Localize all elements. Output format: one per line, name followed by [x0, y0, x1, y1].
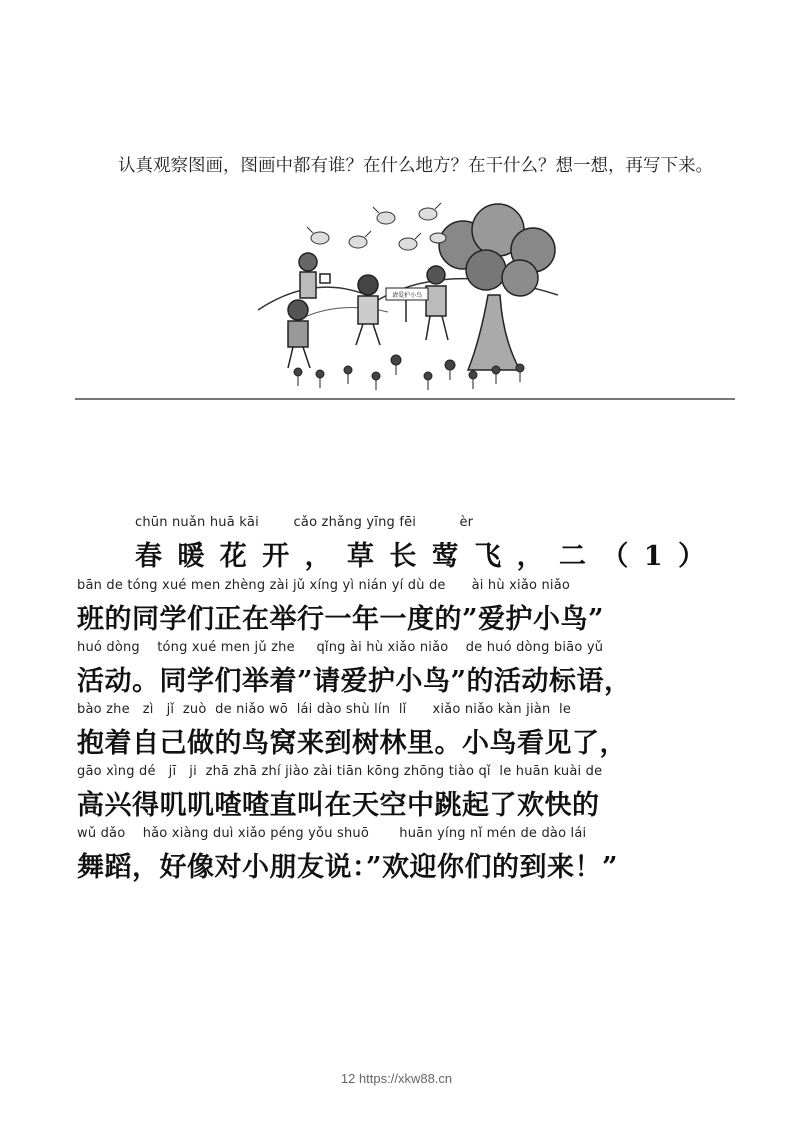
hanzi-line: 舞蹈，好像对小朋友说：”欢迎你们的到来！” [77, 852, 619, 883]
tree-icon [439, 204, 555, 370]
pinyin-line: wǔ dǎo hǎo xiàng duì xiǎo péng yǒu shuō huān yíng nǐ mén de dào lái [77, 826, 587, 841]
sign-text: 请爱护小鸟 [391, 292, 423, 299]
hanzi-line: 抱着自己做的鸟窝来到树林里。小鸟看见了， [77, 728, 627, 759]
hanzi-line: 春 暖 花 开 ， 草 长 莺 飞 ， 二 （ 1 ） [135, 541, 708, 572]
instruction-text: 认真观察图画，图画中都有谁？在什么地方？在干什么？想一想，再写下来。 [118, 156, 713, 176]
illustration [258, 200, 558, 400]
pinyin-line: bào zhe zì jǐ zuò de niǎo wō lái dào shù lín lǐ xiǎo niǎo kàn jiàn le [77, 702, 572, 717]
pinyin-line: bān de tóng xué men zhèng zài jǔ xíng yì nián yí dù de ài hù xiǎo niǎo [77, 578, 571, 593]
sign-board [386, 288, 428, 322]
hanzi-line: 班的同学们正在举行一年一度的”爱护小鸟” [77, 604, 605, 635]
page-footer [0, 1071, 793, 1086]
pinyin-line: chūn nuǎn huā kāi cǎo zhǎng yīng fēi èr [135, 515, 474, 530]
hanzi-line: 活动。同学们举着”请爱护小鸟”的活动标语， [77, 666, 632, 697]
pinyin-line: huó dòng tóng xué men jǔ zhe qǐng ài hù xiǎo niǎo de huó dòng biāo yǔ [77, 640, 604, 655]
pinyin-line: gāo xìng dé jī ji zhā zhā zhí jiào zài tiān kōng zhōng tiào qǐ le huān kuài de [77, 764, 603, 779]
source-url: https://xkw88.cn [358, 1071, 453, 1086]
hanzi-line: 高兴得叽叽喳喳直叫在天空中跳起了欢快的 [77, 790, 600, 821]
birds-icon [307, 203, 446, 250]
children-icon [288, 253, 448, 368]
divider-line [75, 398, 735, 400]
page-number: 12 [340, 1071, 356, 1086]
